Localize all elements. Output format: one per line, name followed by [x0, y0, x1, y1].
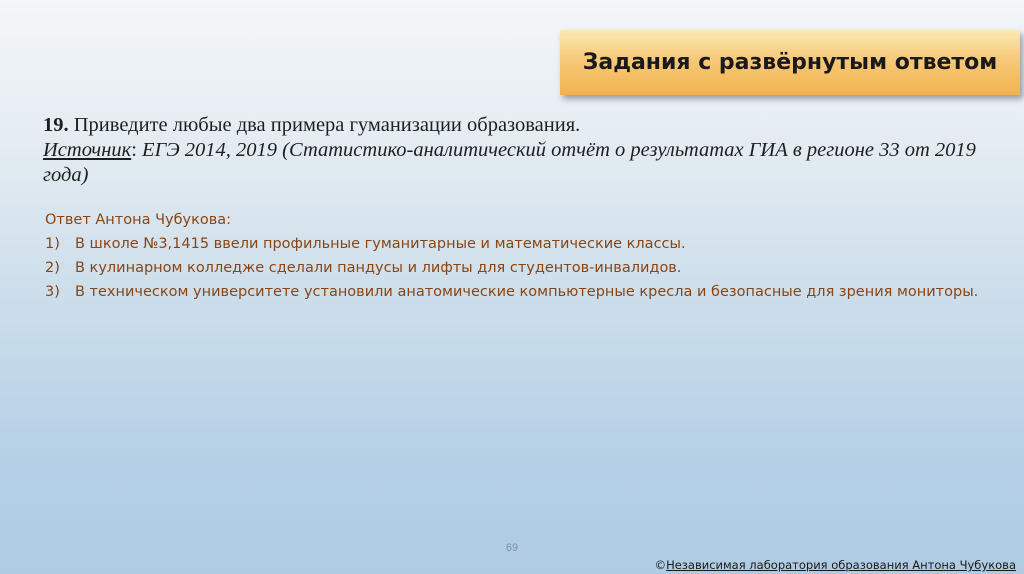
answer-item-number: 2) [45, 260, 60, 276]
question-block [43, 113, 1003, 188]
slide-title: Задания с развёрнутым ответом [582, 50, 998, 75]
source-text: ЕГЭ 2014, 2019 (Статистико-аналитический отчёт о результатах ГИА в регионе 33 от 2019 года) [43, 139, 976, 186]
answer-item-number: 3) [45, 284, 60, 300]
copyright-footer [655, 558, 1016, 572]
question-text: Приведите любые два примера гуманизации образования. [73, 114, 581, 136]
answer-list [45, 232, 995, 304]
answer-item [45, 280, 995, 304]
answer-item-text: В школе №3,1415 ввели профильные гуманитарные и математические классы. [75, 236, 686, 252]
answer-item-text: В техническом университете установили анатомические компьютерные кресла и безопасные для зрения мониторы. [75, 284, 979, 300]
answer-item-number: 1) [45, 236, 60, 252]
answer-heading: Ответ Антона Чубукова: [45, 212, 232, 228]
copyright-link[interactable]: Независимая лаборатория образования Антона Чубукова [666, 558, 1016, 572]
answer-block [45, 208, 995, 304]
answer-item [45, 232, 995, 256]
copyright-symbol: © [654, 558, 667, 572]
source-label: Источник [43, 139, 132, 161]
answer-item [45, 256, 995, 280]
answer-item-text: В кулинарном колледже сделали пандусы и лифты для студентов-инвалидов. [75, 260, 682, 276]
question-number: 19. [43, 114, 69, 136]
page-number: 69 [505, 542, 519, 554]
slide-title-box [560, 30, 1020, 95]
source-separator: : [131, 139, 137, 161]
